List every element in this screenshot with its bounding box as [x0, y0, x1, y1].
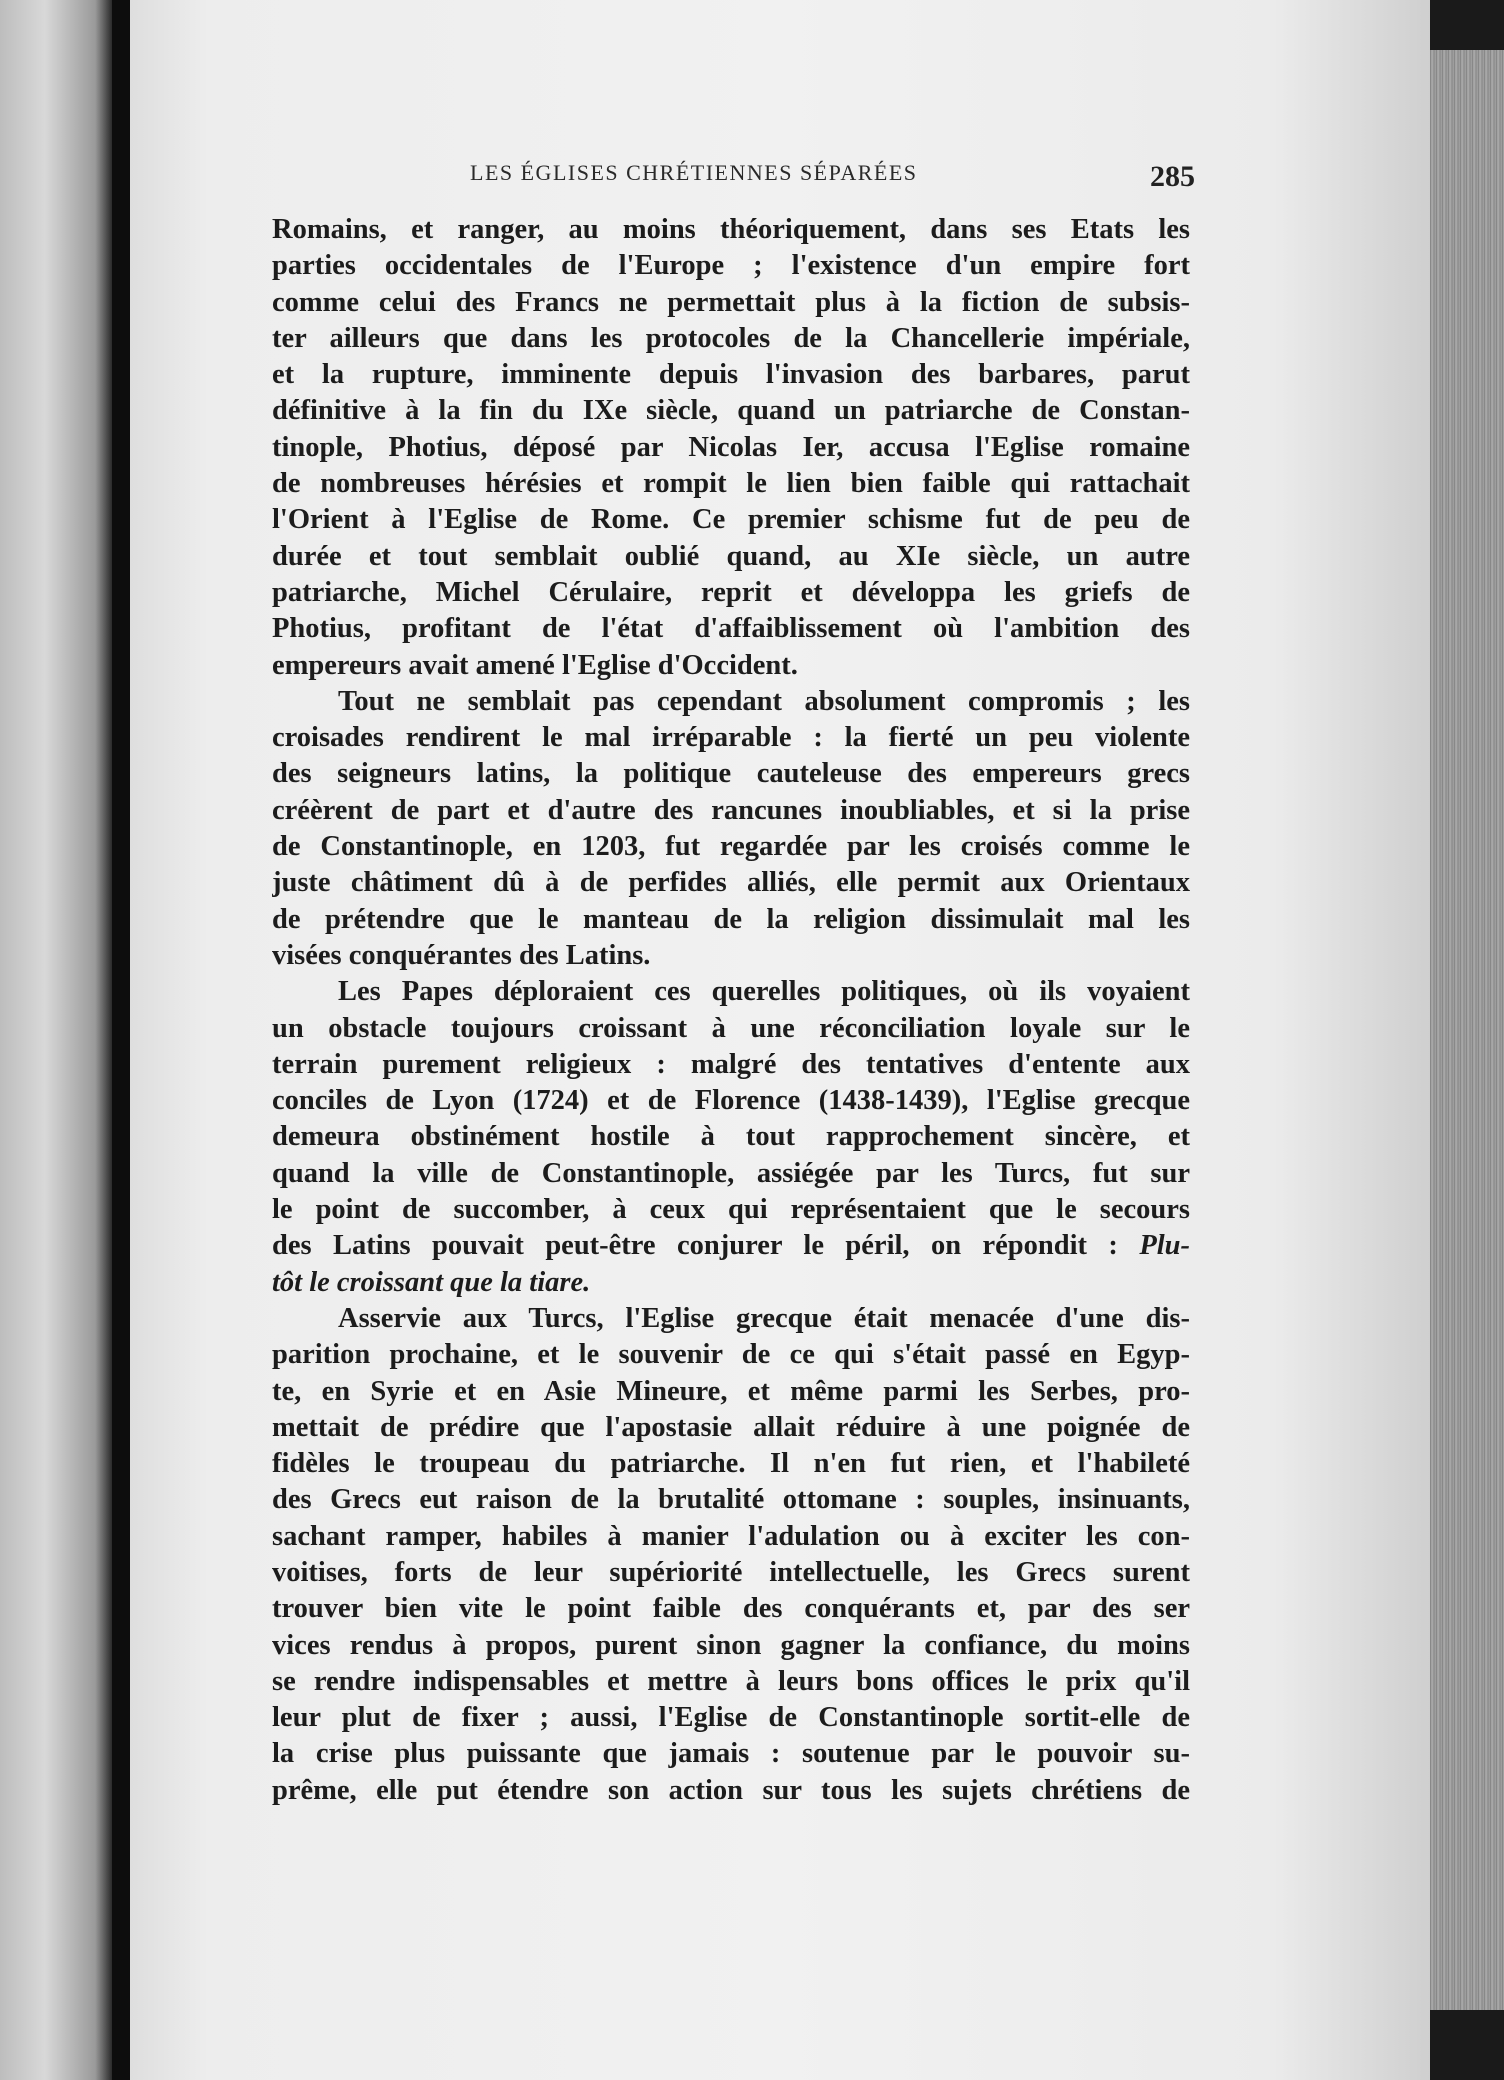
- text-line: durée et tout semblait oublié quand, au XIe siècle, un autre: [272, 540, 1190, 572]
- text-line: comme celui des Francs ne permettait plus à la fiction de subsis-: [272, 286, 1190, 318]
- text-line: des Grecs eut raison de la brutalité ottomane : souples, insinuants,: [272, 1484, 1190, 1516]
- text-line: tinople, Photius, déposé par Nicolas Ier, accusa l'Eglise romaine: [272, 431, 1190, 463]
- text-line: quand la ville de Constantinople, assiégée par les Turcs, fut sur: [272, 1157, 1190, 1189]
- text-line: empereurs avait amené l'Eglise d'Occident.: [272, 649, 798, 681]
- text-line: Asservie aux Turcs, l'Eglise grecque était menacée d'une dis-: [338, 1302, 1190, 1334]
- previous-page-edge: [0, 0, 112, 2080]
- text-line: te, en Syrie et en Asie Mineure, et même parmi les Serbes, pro-: [272, 1375, 1190, 1407]
- text-line: fidèles le troupeau du patriarche. Il n'en fut rien, et l'habileté: [272, 1448, 1190, 1480]
- page-stack-edge: [1430, 50, 1504, 2010]
- text-line: Tout ne semblait pas cependant absolument compromis ; les: [338, 685, 1190, 717]
- text-line: des seigneurs latins, la politique cauteleuse des empereurs grecs: [272, 758, 1190, 790]
- text-line: prême, elle put étendre son action sur tous les sujets chrétiens de: [272, 1774, 1190, 1806]
- text-line: patriarche, Michel Cérulaire, reprit et développa les griefs de: [272, 576, 1190, 608]
- text-line: parties occidentales de l'Europe ; l'existence d'un empire fort: [272, 250, 1190, 282]
- page-stack-shadow-top: [1430, 0, 1504, 50]
- text-line: le point de succomber, à ceux qui représentaient que le secours: [272, 1194, 1190, 1226]
- text-line: de Constantinople, en 1203, fut regardée par les croisés comme le: [272, 831, 1190, 863]
- text-line: sachant ramper, habiles à manier l'adulation ou à exciter les con-: [272, 1520, 1190, 1552]
- text-line: l'Orient à l'Eglise de Rome. Ce premier schisme fut de peu de: [272, 504, 1190, 536]
- text-line: un obstacle toujours croissant à une réconciliation loyale sur le: [272, 1012, 1190, 1044]
- italic-quote-start: Plu-: [1139, 1230, 1190, 1262]
- text-segment: des Latins pouvait peut-être conjurer le péril, on répondit :: [272, 1230, 1118, 1262]
- text-line: définitive à la fin du IXe siècle, quand un patriarche de Constan-: [272, 395, 1190, 427]
- text-line: Les Papes déploraient ces querelles politiques, où ils voyaient: [338, 976, 1190, 1008]
- text-line: et la rupture, imminente depuis l'invasion des barbares, parut: [272, 359, 1190, 391]
- running-header: LES ÉGLISES CHRÉTIENNES SÉPARÉES: [470, 160, 918, 185]
- text-line: Romains, et ranger, au moins théoriquement, dans ses Etats les: [272, 214, 1190, 245]
- text-line: conciles de Lyon (1724) et de Florence (1438-1439), l'Eglise grecque: [272, 1085, 1190, 1117]
- text-line: vices rendus à propos, purent sinon gagner la confiance, du moins: [272, 1629, 1190, 1661]
- text-line: voitises, forts de leur supériorité intellectuelle, les Grecs surent: [272, 1556, 1190, 1588]
- text-line: terrain purement religieux : malgré des tentatives d'entente aux: [272, 1048, 1190, 1080]
- text-line: créèrent de part et d'autre des rancunes inoubliables, et si la prise: [272, 794, 1190, 826]
- text-line: juste châtiment dû à de perfides alliés, elle permit aux Orientaux: [272, 867, 1190, 899]
- page-number: 285: [1150, 160, 1195, 193]
- text-line: se rendre indispensables et mettre à leurs bons offices le prix qu'il: [272, 1665, 1190, 1697]
- text-line: de nombreuses hérésies et rompit le lien bien faible qui rattachait: [272, 468, 1190, 500]
- body-text: [272, 212, 1190, 1809]
- italic-quote: tôt le croissant que la tiare.: [272, 1266, 591, 1298]
- text-line: de prétendre que le manteau de la religion dissimulait mal les: [272, 903, 1190, 935]
- book-gutter: [112, 0, 130, 2080]
- text-line: visées conquérantes des Latins.: [272, 939, 651, 971]
- text-line: ter ailleurs que dans les protocoles de la Chancellerie impériale,: [272, 322, 1190, 354]
- text-line: la crise plus puissante que jamais : soutenue par le pouvoir su-: [272, 1738, 1190, 1770]
- text-line: croisades rendirent le mal irréparable : la fierté un peu violente: [272, 722, 1190, 754]
- text-line: leur plut de fixer ; aussi, l'Eglise de Constantinople sortit-elle de: [272, 1702, 1190, 1734]
- text-line: demeura obstinément hostile à tout rapprochement sincère, et: [272, 1121, 1190, 1153]
- page-stack-shadow-bottom: [1430, 2010, 1504, 2080]
- text-line: parition prochaine, et le souvenir de ce qui s'était passé en Egyp-: [272, 1339, 1190, 1371]
- text-line: trouver bien vite le point faible des conquérants et, par des ser: [272, 1593, 1190, 1625]
- text-line: mettait de prédire que l'apostasie allait réduire à une poignée de: [272, 1411, 1190, 1443]
- text-line: [272, 1228, 1190, 1264]
- text-line: Photius, profitant de l'état d'affaiblissement où l'ambition des: [272, 613, 1190, 645]
